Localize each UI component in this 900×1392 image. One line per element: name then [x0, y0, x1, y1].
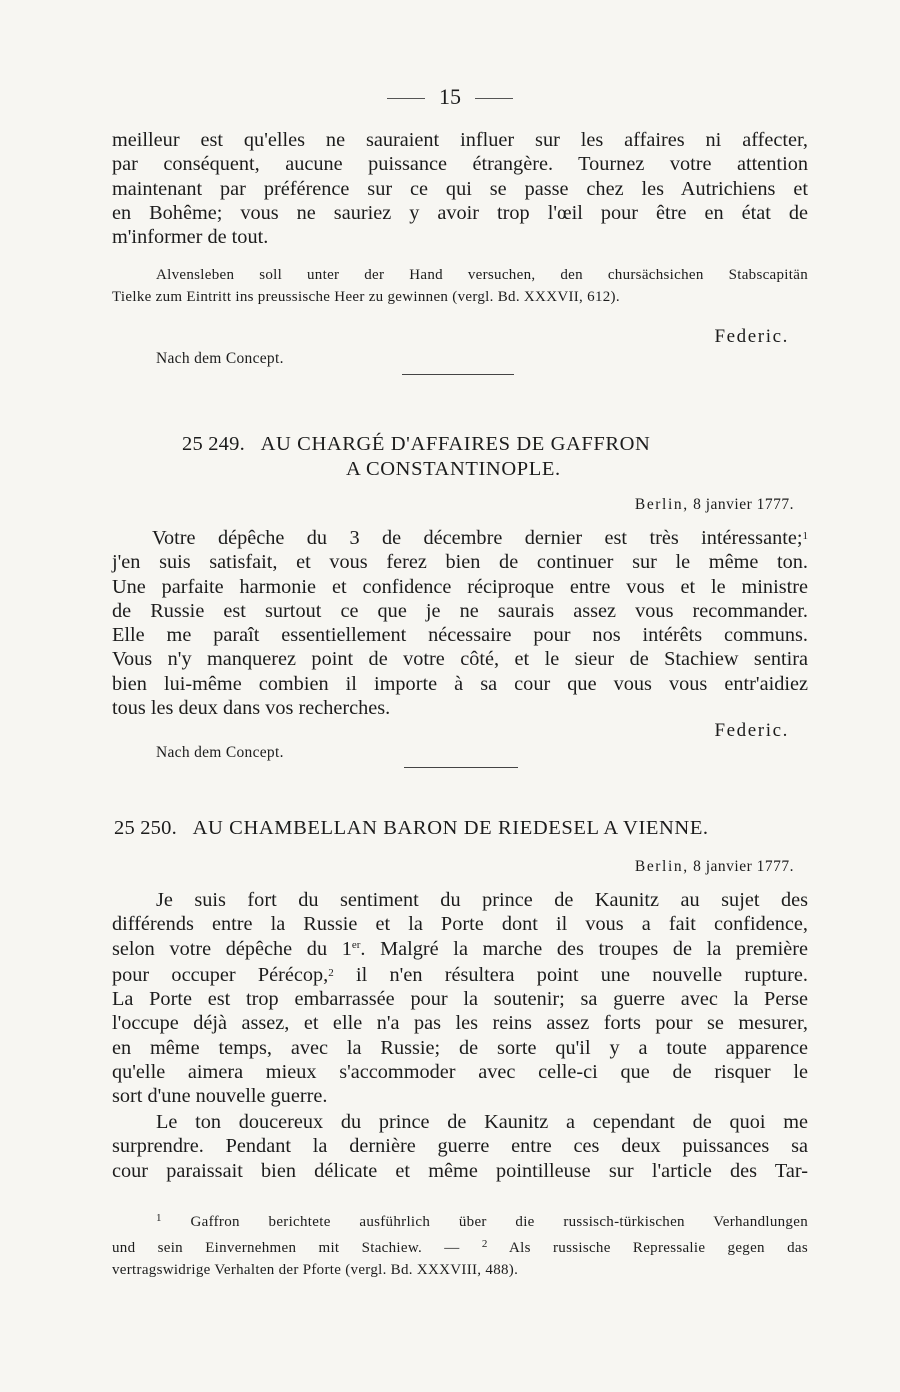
- footnote-ref: 2: [328, 966, 334, 979]
- section-divider: [404, 767, 518, 768]
- letter-title: AU CHAMBELLAN BARON DE RIEDESEL A VIENNE.: [192, 817, 709, 839]
- letter-heading-25249: [0, 432, 900, 482]
- signature: Federic.: [714, 720, 789, 741]
- folio-rule-right: [475, 98, 513, 99]
- letter-body-25250-para1: Je suis fort du sentiment du prince de Kaunitz au sujet des différends entre la Russie et la Porte dont il vous a fait confidence, selon votre dépêche du 1er. Malgré la marche des troupes de la première pour occuper Pérécop,$^2$ il n'en résultera point une nouvelle rupture. La Porte est trop embarrassée pour la soutenir; sa guerre avec la Perse l'occupe déjà assez, et elle n'a pas les reins assez forts pour se mesurer, en même temps, avec la Russie; de sorte qu'il y a toute apparence qu'elle aimera mieux s'accommoder avec celle-ci que de risquer le sort d'une nouvelle guerre.: [112, 889, 809, 1108]
- footnote-mark: 1: [156, 1212, 162, 1224]
- letter-place-date: Berlin, 8 janvier 1777.: [634, 858, 794, 875]
- continuation-paragraph: meilleur est qu'elles ne sauraient influer sur les affaires ni affecter, par conséquent, aucune puissance étrangère. Tournez votre attention maintenant par préférence sur ce qui se passe chez les Autrichiens et en Bohême; vous ne sauriez y avoir trop l'œil pour être en état de m'informer de tout.: [112, 129, 808, 249]
- letter-heading-25250: [0, 816, 900, 841]
- letter-place-date: Berlin, 8 janvier 1777.: [634, 496, 794, 513]
- source-note: Nach dem Concept.: [156, 350, 284, 367]
- section-divider: [402, 374, 514, 375]
- letter-body-25250-para2: Le ton doucereux du prince de Kaunitz a cependant de quoi me surprendre. Pendant la dernière guerre entre ces deux puissances sa cour paraissait bien délicate et même pointilleuse sur l'article des Tar-: [112, 1111, 808, 1182]
- footnote-mark: 2: [481, 1238, 488, 1250]
- footnote-ref: 1: [802, 530, 808, 542]
- source-note: Nach dem Concept.: [156, 744, 284, 761]
- letter-number: 25 250.: [114, 817, 177, 839]
- folio-rule-left: [387, 98, 425, 99]
- page-number: 15: [0, 84, 900, 110]
- footnotes: $^1$ Gaffron berichtete ausführlich über die russisch-türkischen Verhandlungen und sein Einvernehmen mit Stachiew. — $^2$ Als russische Repressalie gegen das vertragswidrige Verhalten der Pforte (vergl. Bd. XXXVIII, 488).: [112, 1212, 808, 1278]
- letter-title-line2: A CONSTANTINOPLE.: [346, 458, 561, 480]
- letter-title: AU CHARGÉ D'AFFAIRES DE GAFFRON: [260, 433, 651, 455]
- letter-number: 25 249.: [182, 433, 245, 455]
- signature: Federic.: [714, 326, 789, 347]
- letter-body-25249: Votre dépêche du 3 de décembre dernier est très intéressante;$^1$ j'en suis satisfait, et vous ferez bien de continuer sur le même ton. Une parfaite harmonie et confidence réciproque entre vous et le ministre de Russie est surtout ce que je ne saurais assez vous recommander. Elle me paraît essentiellement nécessaire pour nos intérêts communs. Vous n'y manquerez point de votre côté, et le sieur de Stachiew sentira bien lui-même combien il importe à sa cour que vous vous entr'aidiez tous les deux dans vos recherches.: [112, 527, 808, 720]
- editorial-note: Alvensleben soll unter der Hand versuchen, den chursächsichen Stabscapitän Tielke zum Eintritt ins preussische Heer zu gewinnen (vergl. Bd. XXXVII, 612).: [112, 267, 808, 305]
